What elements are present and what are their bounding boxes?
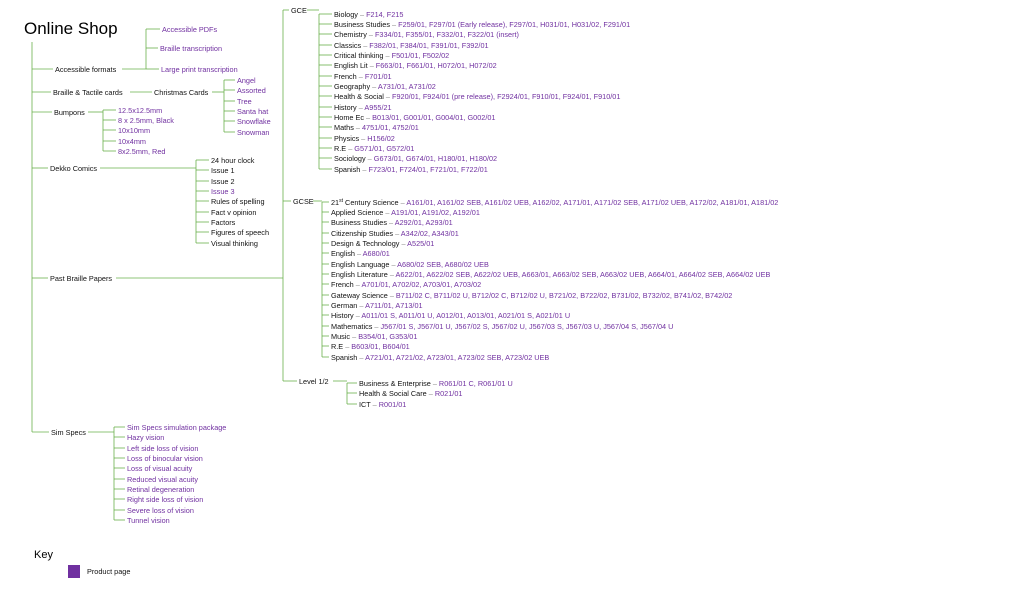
gcse-subject: 21st Century Science – A161/01, A161/02 SEB, A161/02 UEB, A162/02, A171/01, A171/02 SEB, A171/02 UEB, A172/02, A181/01, A181/02 (331, 198, 779, 207)
gce-subject: Sociology – G673/01, G674/01, H180/01, H180/02 (334, 154, 498, 163)
gcse-subject: Design & Technology – A525/01 (331, 239, 435, 248)
page-title: Online Shop (24, 19, 118, 38)
key-title: Key (34, 549, 53, 561)
product-snowman[interactable]: Snowman (237, 128, 270, 137)
product-codes[interactable]: A191/01, A191/02, A192/01 (391, 208, 480, 217)
product-angel[interactable]: Angel (237, 76, 256, 85)
gce-subject: Spanish – F723/01, F724/01, F721/01, F722/01 (334, 165, 488, 174)
node-christmas-cards[interactable]: Christmas Cards (154, 88, 209, 97)
gce-subject: Home Ec – B013/01, G001/01, G004/01, G002/01 (334, 113, 496, 122)
node-accessible-formats[interactable]: Accessible formats (55, 65, 117, 74)
product-codes[interactable]: B603/01, B604/01 (351, 342, 410, 351)
key-product-swatch (68, 565, 80, 578)
product-codes[interactable]: A955/21 (364, 103, 392, 112)
product-tunnel-vision[interactable]: Tunnel vision (127, 516, 170, 525)
gcse-subject: English Literature – A622/01, A622/02 SEB, A622/02 UEB, A663/01, A663/02 SEB, A663/02 UEB, A664/01, A664/02 SEB, A664/02 UEB (331, 270, 771, 279)
gcse-subject: English Language – A680/02 SEB, A680/02 UEB (331, 260, 489, 269)
product-bumpon-12-5[interactable]: 12.5x12.5mm (118, 106, 163, 115)
node-level-1-2[interactable]: Level 1/2 (299, 377, 329, 386)
product-bumpon-10x4[interactable]: 10x4mm (118, 137, 146, 146)
product-accessible-pdfs[interactable]: Accessible PDFs (162, 25, 218, 34)
product-braille-transcription[interactable]: Braille transcription (160, 44, 223, 53)
gcse-subject: R.E – B603/01, B604/01 (331, 342, 410, 351)
level12-subject: Business & Enterprise – R061/01 C, R061/01 U (359, 379, 513, 388)
product-codes[interactable]: R061/01 C, R061/01 U (438, 379, 513, 388)
gce-subject: French – F701/01 (334, 72, 392, 81)
dekko-fact-v-opinion[interactable]: Fact v opinion (211, 208, 257, 217)
product-tree[interactable]: Tree (237, 97, 252, 106)
product-codes[interactable]: R001/01 (378, 400, 407, 409)
dekko-issue-2[interactable]: Issue 2 (211, 177, 235, 186)
product-large-print-transcription[interactable]: Large print transcription (161, 65, 238, 74)
product-sim-specs-package[interactable]: Sim Specs simulation package (127, 423, 227, 432)
gcse-subject: History – A011/01 S, A011/01 U, A012/01, A013/01, A021/01 S, A021/01 U (331, 311, 571, 320)
gce-subject: Health & Social – F920/01, F924/01 (pre release), F2924/01, F910/01, F924/01, F910/01 (334, 92, 621, 101)
product-codes[interactable]: B711/02 C, B711/02 U, B712/02 C, B712/02 U, B721/02, B722/02, B731/02, B732/02, B741/02, B742/02 (395, 291, 733, 300)
gcse-subject: Applied Science – A191/01, A191/02, A192/01 (331, 208, 480, 217)
product-codes[interactable]: A711/01, A713/01 (365, 301, 423, 310)
product-snowflake[interactable]: Snowflake (237, 117, 271, 126)
node-braille-tactile-cards[interactable]: Braille & Tactile cards (53, 88, 123, 97)
product-codes[interactable]: G571/01, G572/01 (354, 144, 415, 153)
product-codes[interactable]: F259/01, F297/01 (Early release), F297/01, H031/01, H031/02, F291/01 (398, 20, 631, 29)
product-codes[interactable]: H156/02 (367, 134, 395, 143)
product-codes[interactable]: A161/01, A161/02 SEB, A161/02 UEB, A162/02, A171/01, A171/02 SEB, A171/02 UEB, A172/02, A181/01, A181/02 (406, 198, 779, 207)
product-binocular-loss[interactable]: Loss of binocular vision (127, 454, 203, 463)
product-right-side-loss[interactable]: Right side loss of vision (127, 495, 204, 504)
product-codes[interactable]: A731/01, A731/02 (377, 82, 436, 91)
product-codes[interactable]: G673/01, G674/01, H180/01, H180/02 (373, 154, 498, 163)
level12-subject: ICT – R001/01 (359, 400, 407, 409)
product-visual-acuity-loss[interactable]: Loss of visual acuity (127, 464, 193, 473)
node-bumpons[interactable]: Bumpons (54, 108, 85, 117)
product-left-side-loss[interactable]: Left side loss of vision (127, 444, 199, 453)
product-bumpon-8x2-5-black[interactable]: 8 x 2.5mm, Black (118, 116, 174, 125)
product-codes[interactable]: A680/02 SEB, A680/02 UEB (397, 260, 489, 269)
product-bumpon-10x10[interactable]: 10x10mm (118, 126, 151, 135)
gcse-subject: Business Studies – A292/01, A293/01 (331, 218, 453, 227)
gcse-subject: Citizenship Studies – A342/02, A343/01 (331, 229, 459, 238)
gcse-subject: Mathematics – J567/01 S, J567/01 U, J567/02 S, J567/02 U, J567/03 S, J567/03 U, J567/04 S, J567/04 U (331, 322, 674, 331)
product-codes[interactable]: A292/01, A293/01 (394, 218, 453, 227)
dekko-factors[interactable]: Factors (211, 218, 236, 227)
product-codes[interactable]: F723/01, F724/01, F721/01, F722/01 (368, 165, 488, 174)
key-product-label: Product page (87, 567, 131, 576)
gce-subject: Biology – F214, F215 (334, 10, 404, 19)
gce-subject: Maths – 4751/01, 4752/01 (334, 123, 419, 132)
node-sim-specs[interactable]: Sim Specs (51, 428, 86, 437)
product-codes[interactable]: A680/01 (362, 249, 390, 258)
product-codes[interactable]: A342/02, A343/01 (400, 229, 459, 238)
node-gce[interactable]: GCE (291, 6, 307, 15)
gcse-subject: Spanish – A721/01, A721/02, A723/01, A723/02 SEB, A723/02 UEB (331, 353, 550, 362)
gcse-subject: Music – B354/01, G353/01 (331, 332, 418, 341)
gce-subject: Geography – A731/01, A731/02 (334, 82, 436, 91)
dekko-24-hour-clock[interactable]: 24 hour clock (211, 156, 255, 165)
gcse-subject: German – A711/01, A713/01 (331, 301, 423, 310)
dekko-figures-of-speech[interactable]: Figures of speech (211, 228, 270, 237)
product-dekko-issue-3[interactable]: Issue 3 (211, 187, 235, 196)
gce-subject: Business Studies – F259/01, F297/01 (Early release), F297/01, H031/01, H031/02, F291/01 (334, 20, 631, 29)
gce-subject: Physics – H156/02 (334, 134, 395, 143)
product-codes[interactable]: A622/01, A622/02 SEB, A622/02 UEB, A663/01, A663/02 SEB, A663/02 UEB, A664/01, A664/02 SEB, A664/02 UEB (395, 270, 771, 279)
product-codes[interactable]: A525/01 (407, 239, 435, 248)
gce-subject: History – A955/21 (334, 103, 392, 112)
dekko-rules-of-spelling[interactable]: Rules of spelling (211, 197, 265, 206)
product-codes[interactable]: J567/01 S, J567/01 U, J567/02 S, J567/02 U, J567/03 S, J567/03 U, J567/04 S, J567/04 U (380, 322, 674, 331)
product-assorted[interactable]: Assorted (237, 86, 266, 95)
dekko-issue-1[interactable]: Issue 1 (211, 166, 235, 175)
gcse-subject: Gateway Science – B711/02 C, B711/02 U, B712/02 C, B712/02 U, B721/02, B722/02, B731/02, B732/02, B741/02, B742/02 (331, 291, 733, 300)
product-codes[interactable]: F214, F215 (366, 10, 404, 19)
gce-subject: Classics – F382/01, F384/01, F391/01, F392/01 (334, 41, 489, 50)
gcse-subject: English – A680/01 (331, 249, 390, 258)
product-codes[interactable]: F701/01 (364, 72, 392, 81)
product-severe-loss[interactable]: Severe loss of vision (127, 506, 194, 515)
dekko-visual-thinking[interactable]: Visual thinking (211, 239, 258, 248)
product-codes[interactable]: B013/01, G001/01, G004/01, G002/01 (372, 113, 496, 122)
product-codes[interactable]: F501/01, F502/02 (391, 51, 450, 60)
gce-subject: English Lit – F663/01, F661/01, H072/01, H072/02 (334, 61, 497, 70)
product-codes[interactable]: A701/01, A702/02, A703/01, A703/02 (361, 280, 482, 289)
gce-subject: Chemistry – F334/01, F355/01, F332/01, F322/01 (insert) (334, 30, 519, 39)
product-codes[interactable]: A721/01, A721/02, A723/01, A723/02 SEB, A723/02 UEB (365, 353, 550, 362)
product-codes[interactable]: F663/01, F661/01, H072/01, H072/02 (375, 61, 497, 70)
product-retinal-degeneration[interactable]: Retinal degeneration (127, 485, 195, 494)
product-codes[interactable]: A011/01 S, A011/01 U, A012/01, A013/01, A021/01 S, A021/01 U (361, 311, 571, 320)
level12-subject: Health & Social Care – R021/01 (359, 389, 463, 398)
product-codes[interactable]: F382/01, F384/01, F391/01, F392/01 (369, 41, 489, 50)
product-bumpon-8x2-5-red[interactable]: 8x2.5mm, Red (118, 147, 166, 156)
product-hazy-vision[interactable]: Hazy vision (127, 433, 165, 442)
node-gcse[interactable]: GCSE (293, 197, 314, 206)
product-codes[interactable]: B354/01, G353/01 (358, 332, 418, 341)
product-codes[interactable]: F920/01, F924/01 (pre release), F2924/01, F910/01, F924/01, F910/01 (392, 92, 621, 101)
gce-subject: Critical thinking – F501/01, F502/02 (334, 51, 450, 60)
gcse-subject: French – A701/01, A702/02, A703/01, A703/02 (331, 280, 482, 289)
node-dekko-comics[interactable]: Dekko Comics (50, 164, 98, 173)
product-codes[interactable]: F334/01, F355/01, F332/01, F322/01 (insert) (374, 30, 519, 39)
gce-subject: R.E – G571/01, G572/01 (334, 144, 415, 153)
product-codes[interactable]: R021/01 (434, 389, 463, 398)
product-santa-hat[interactable]: Santa hat (237, 107, 269, 116)
node-past-braille-papers[interactable]: Past Braille Papers (50, 274, 113, 283)
product-codes[interactable]: 4751/01, 4752/01 (362, 123, 419, 132)
product-reduced-acuity[interactable]: Reduced visual acuity (127, 475, 198, 484)
